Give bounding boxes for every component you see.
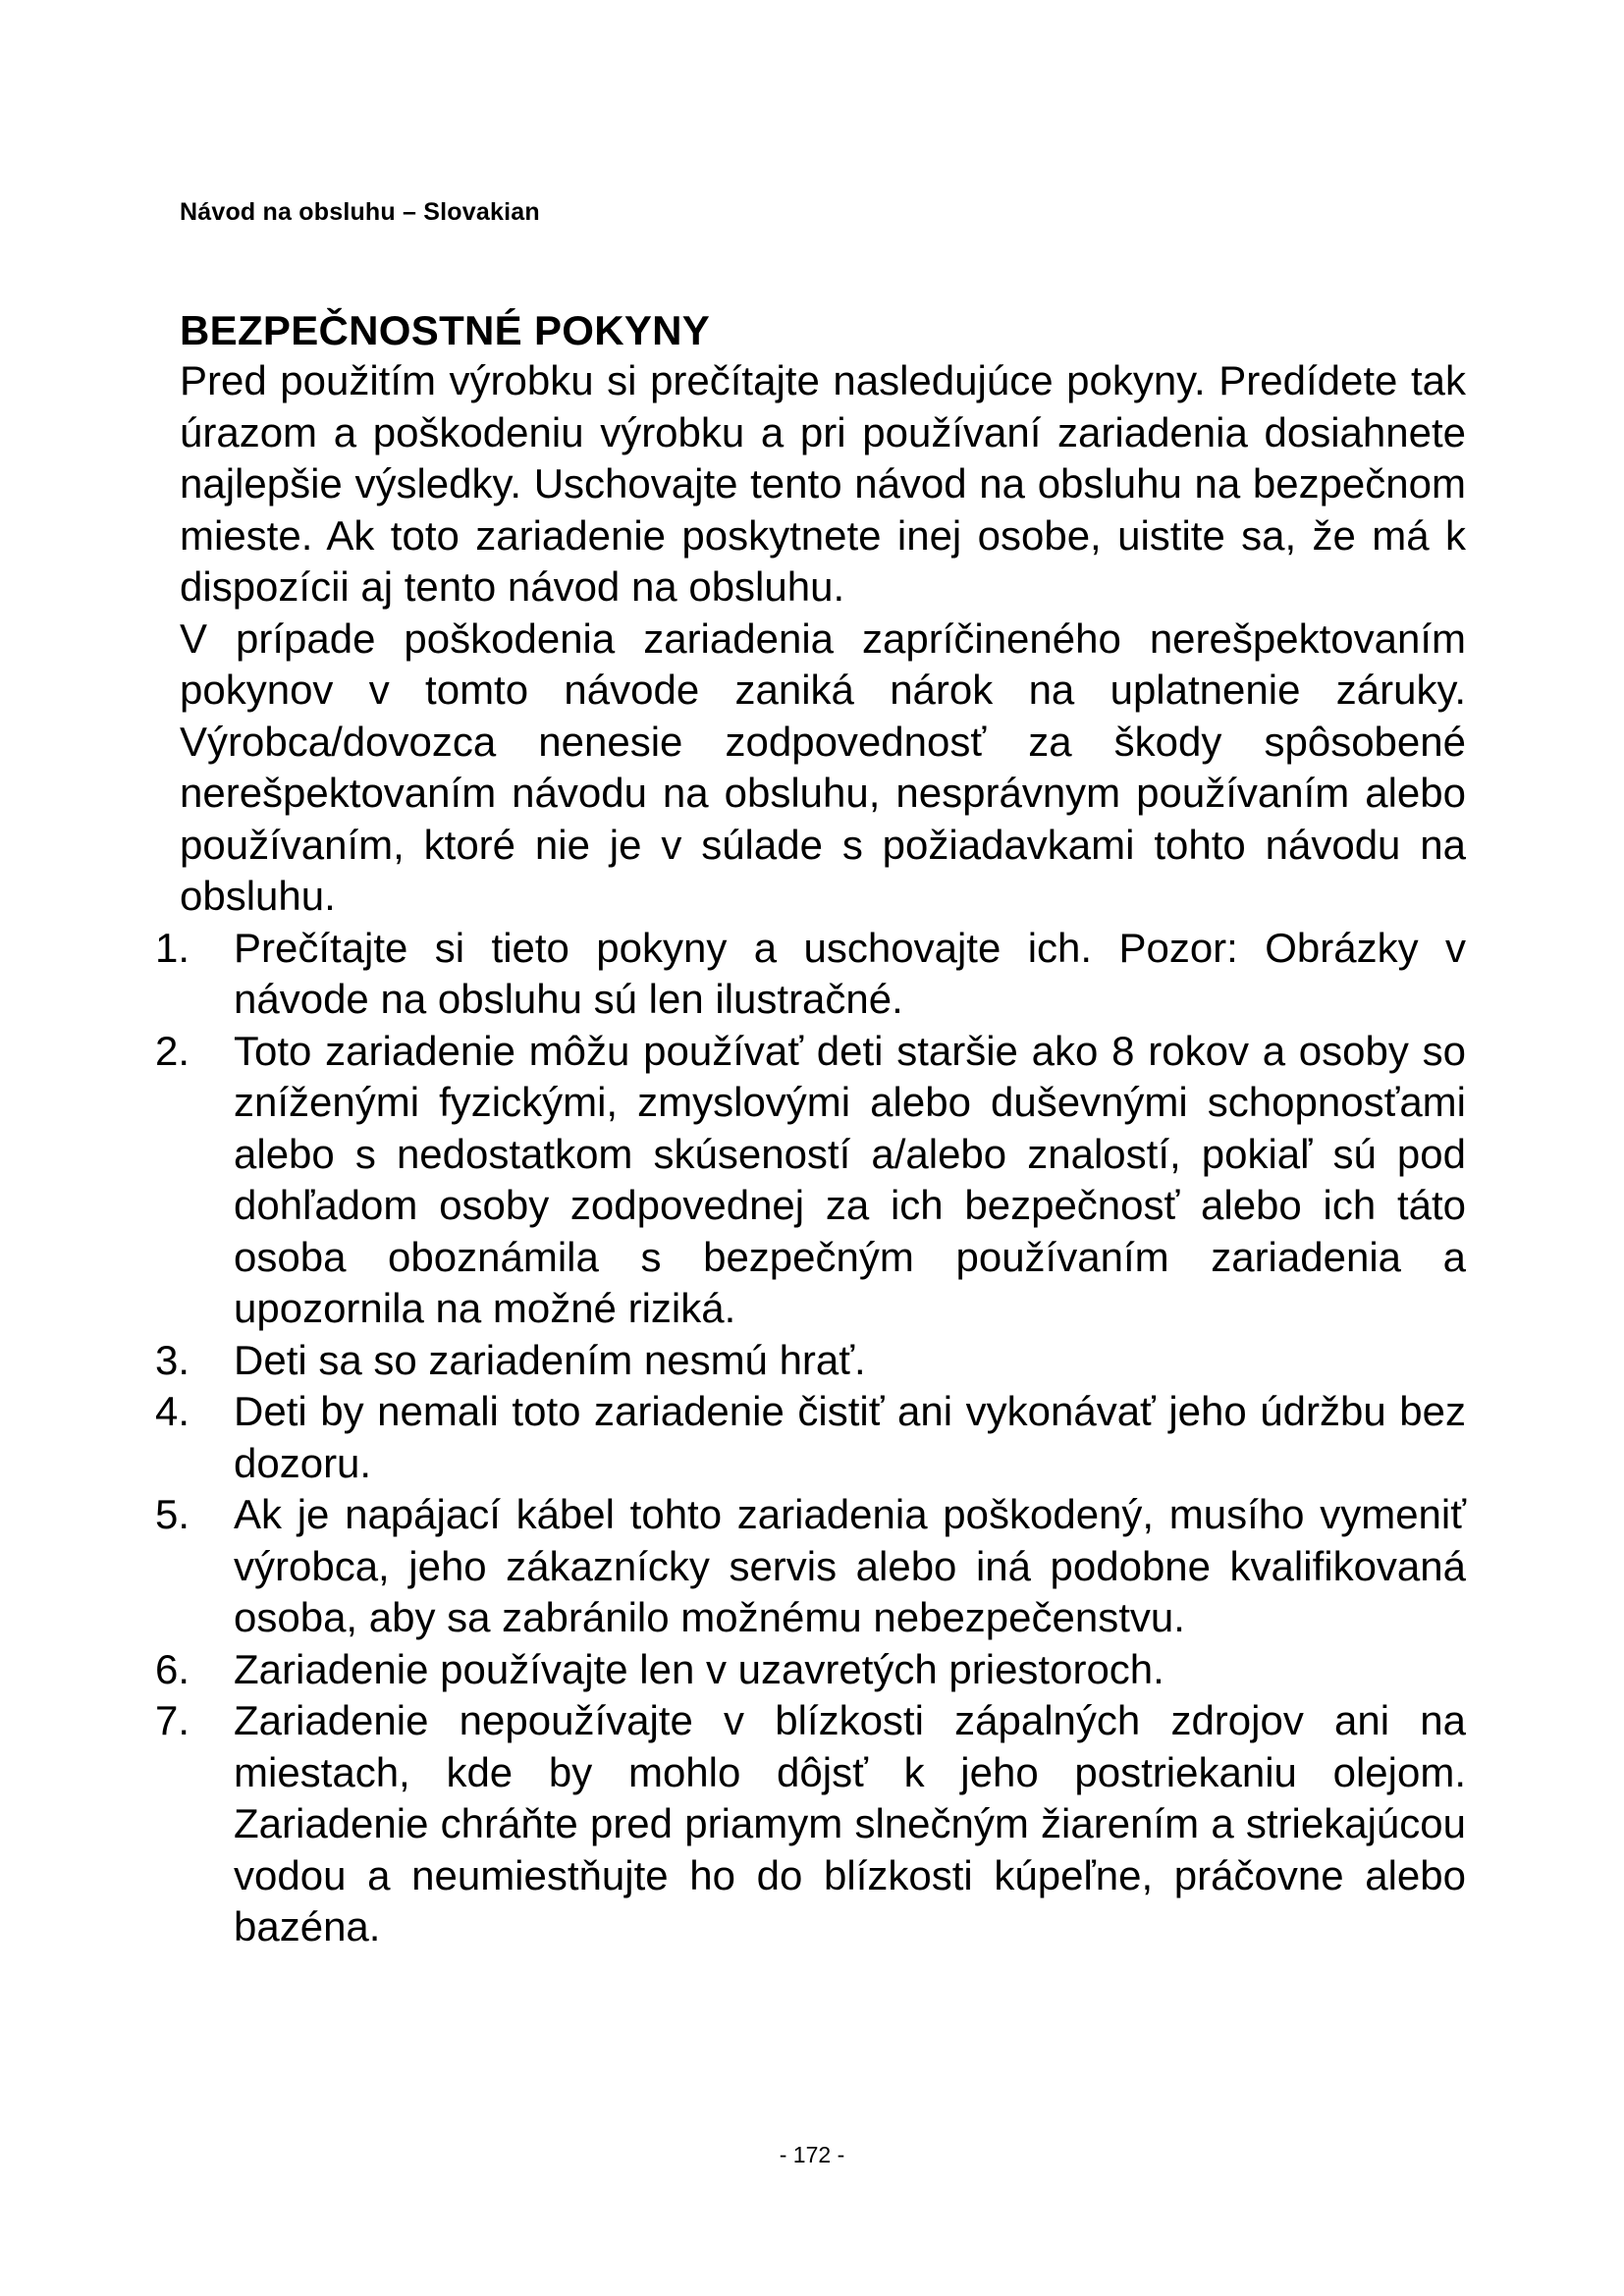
list-item: [155, 1026, 1466, 1335]
warranty-paragraph: V prípade poškodenia zariadenia zapríčineného nerešpektovaním pokynov v tomto návode zaniká nárok na uplatnenie záruky. Výrobca/dovozca nenesie zodpovednosť za škody spôsobené nerešpektovaním návodu na obsluhu, nesprávnym používaním alebo používaním, ktoré nie je v súlade s požiadavkami tohto návodu na obsluhu.: [180, 614, 1466, 919]
list-item-text: Ak je napájací kábel tohto zariadenia poškodený, musího vymeniť výrobca, jeho zákaznícky servis alebo iná podobne kvalifikovaná osoba, aby sa zabránilo možnému nebezpečenstvu.: [234, 1491, 1466, 1640]
list-item-number: 1.: [155, 924, 190, 971]
list-item-text: Deti by nemali toto zariadenie čistiť ani vykonávať jeho údržbu bez dozoru.: [234, 1388, 1466, 1486]
section-title: BEZPEČNOSTNÉ POKYNY: [180, 307, 711, 353]
list-item-text: Toto zariadenie môžu používať deti staršie ako 8 rokov a osoby so zníženými fyzickými, zmyslovými alebo duševnými schopnosťami alebo s nedostatkom skúseností a/alebo znalostí, pokiaľ sú pod dohľadom osoby zodpovednej za ich bezpečnosť alebo ich táto osoba oboznámila s bezpečným používaním zariadenia a upozornila na možné riziká.: [234, 1027, 1466, 1331]
list-item-number: 4.: [155, 1388, 190, 1434]
list-item: [155, 1695, 1466, 1953]
list-item: [155, 1386, 1466, 1489]
list-item-number: 2.: [155, 1027, 190, 1074]
page-header: Návod na obsluhu – Slovakian: [180, 198, 540, 226]
list-item: [155, 1489, 1466, 1644]
safety-instructions-list: [155, 923, 1466, 1953]
list-item: [155, 1644, 1466, 1696]
list-item-text: Deti sa so zariadením nesmú hrať.: [234, 1336, 866, 1383]
safety-section: [155, 306, 1466, 1953]
list-item-number: 3.: [155, 1336, 190, 1383]
list-item-number: 7.: [155, 1697, 190, 1743]
intro-paragraph: Pred použitím výrobku si prečítajte nasledujúce pokyny. Predídete tak úrazom a poškodeniu výrobku a pri používaní zariadenia dosiahnete najlepšie výsledky. Uschovajte tento návod na obsluhu na bezpečnom mieste. Ak toto zariadenie poskytnete inej osobe, uistite sa, že má k dispozícii aj tento návod na obsluhu.: [180, 357, 1466, 610]
list-item: [155, 1335, 1466, 1387]
list-item-text: Zariadenie používajte len v uzavretých priestoroch.: [234, 1645, 1164, 1692]
list-item-number: 5.: [155, 1491, 190, 1537]
list-item: [155, 923, 1466, 1026]
page-number: - 172 -: [779, 2142, 845, 2167]
list-item-text: Prečítajte si tieto pokyny a uschovajte ich. Pozor: Obrázky v návode na obsluhu sú len ilustračné.: [234, 924, 1466, 1022]
list-item-text: Zariadenie nepoužívajte v blízkosti zápalných zdrojov ani na miestach, kde by mohlo dôjsť k jeho postriekaniu olejom. Zariadenie chráňte pred priamym slnečným žiarením a striekajúcou vodou a neumiestňujte ho do blízkosti kúpeľne, práčovne alebo bazéna.: [234, 1697, 1466, 1949]
list-item-number: 6.: [155, 1645, 190, 1692]
